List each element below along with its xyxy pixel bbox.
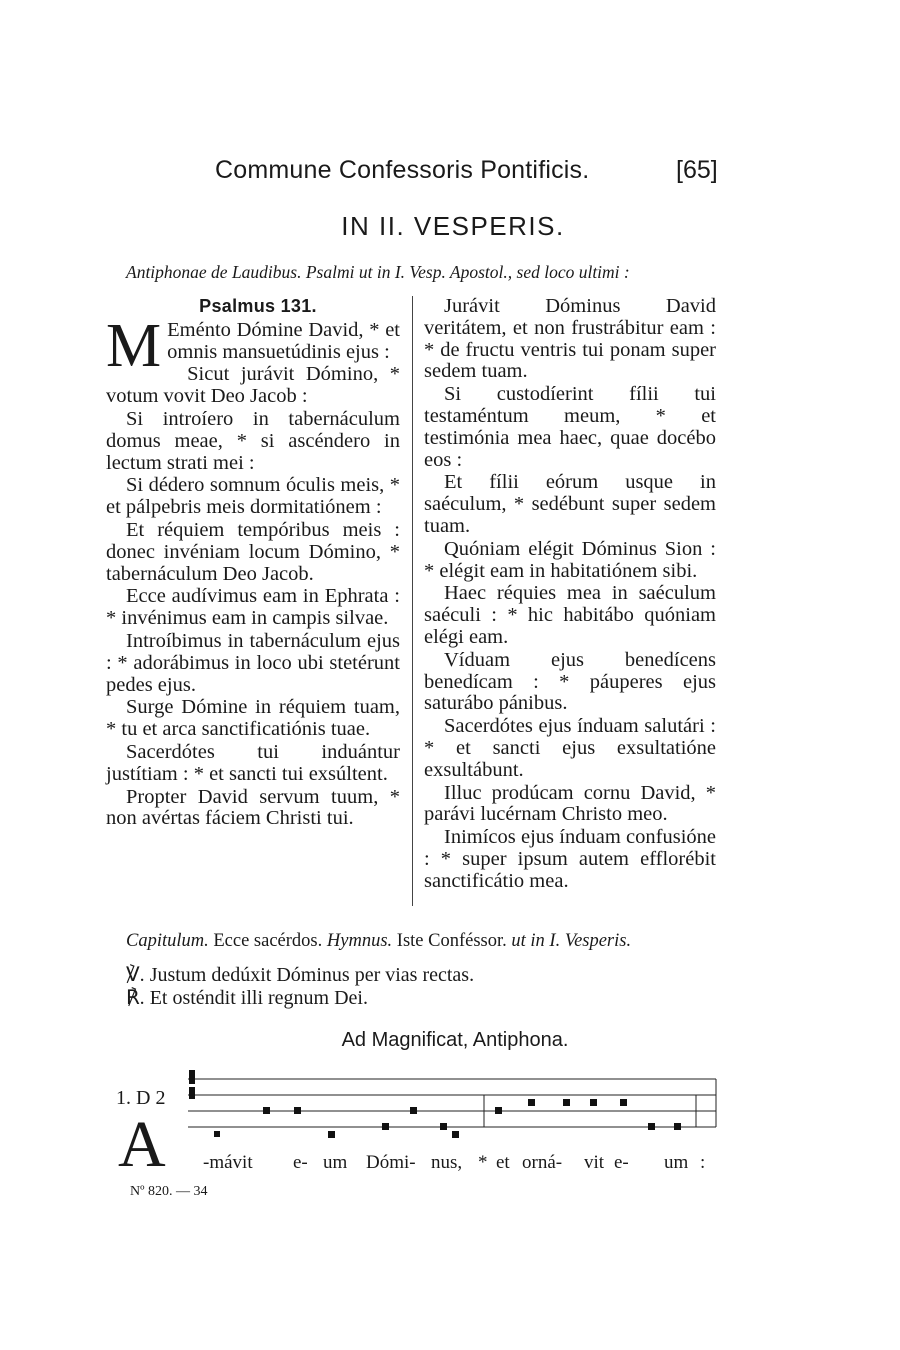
syllable: Dómi- xyxy=(366,1152,416,1173)
psalm-verse: Sicut jurávit Dómino, * votum vovit Deo Jacob : xyxy=(106,363,400,408)
psalm-verse: Si dédero somnum óculis meis, * et pálpebris meis dormitatiónem : xyxy=(106,474,400,519)
psalm-verse: Víduam ejus benedícens benedícam : * páuperes ejus saturábo pánibus. xyxy=(424,648,716,715)
antiphon-title: Ad Magnificat, Antiphona. xyxy=(341,1029,569,1051)
psalm-verse: Illuc prodúcam cornu David, * parávi lucérnam Christo meo. xyxy=(424,781,716,826)
clef xyxy=(189,1087,195,1099)
clef xyxy=(189,1070,195,1084)
neume xyxy=(648,1123,655,1130)
office-title: IN II. VESPERIS. xyxy=(341,211,565,241)
psalm-verse: Sacerdótes ejus índuam salutári : * et sancti ejus exsultatióne exsultábunt. xyxy=(424,715,716,781)
syllable: -mávit xyxy=(203,1152,253,1173)
psalm-verse: Sacerdótes tui induántur justítiam : * et sancti tui exsúltent. xyxy=(106,740,400,785)
chant-notes xyxy=(189,1070,681,1138)
syllable: : xyxy=(700,1152,706,1173)
rubric: Antiphonae de Laudibus. Psalmi ut in I. Vesp. Apostol., sed loco ultimi : xyxy=(126,262,630,282)
syllable: nus, xyxy=(431,1152,463,1173)
response-text: Et osténdit illi regnum Dei. xyxy=(149,987,368,1009)
syllable: orná- xyxy=(522,1152,563,1173)
page-footer: Nº 820. — 34 xyxy=(130,1184,208,1199)
hymn-text: Iste Conféssor. xyxy=(396,931,507,951)
psalm-verse: Haec réquies mea in saéculum saéculi : * hic habitábo quóniam elégi eam. xyxy=(424,582,716,648)
mode-label: 1. D 2 xyxy=(116,1087,166,1109)
verse-text: Eménto Dómine David, * et omnis mansuetúdinis ejus : xyxy=(167,318,400,363)
neume xyxy=(410,1107,417,1114)
syllable: um xyxy=(323,1152,348,1173)
capitulum-label: Capitulum. xyxy=(126,931,209,951)
syllable: e- xyxy=(614,1152,629,1173)
neume xyxy=(495,1107,502,1114)
syllable: e- xyxy=(293,1152,308,1173)
psalm-verse: Inimícos ejus índuam confusióne : * super ipsum autem efflorébit sanctificátio mea. xyxy=(424,826,716,892)
psalm-verse: Et fílii eórum usque in saéculum, * sedébunt super sedem tuam. xyxy=(424,471,716,537)
neume xyxy=(263,1107,270,1114)
psalm-verse: Ecce audívimus eam in Ephrata : * invénimus eam in campis silvae. xyxy=(106,585,400,630)
neume xyxy=(674,1123,681,1130)
antiphon-initial: A xyxy=(118,1108,166,1181)
psalm-verse: Propter David servum tuum, * non avértas fáciem Christi tui. xyxy=(106,785,400,830)
neume xyxy=(590,1099,597,1106)
capitulum-text: Ecce sacérdos. xyxy=(213,931,323,951)
neume xyxy=(440,1123,447,1130)
psalm-verse: Quóniam elégit Dóminus Sion : * elégit eam in habitatiónem sibi. xyxy=(424,537,716,582)
syllable: * xyxy=(478,1152,488,1173)
neume xyxy=(294,1107,301,1114)
psalm-heading: Psalmus 131. xyxy=(199,296,317,316)
syllable: vit xyxy=(584,1152,605,1173)
psalm-verse: Jurávit Dóminus David veritátem, et non frustrábitur eam : * de fructu ventris tui ponam super sedem tuam. xyxy=(424,295,716,383)
hymn-label: Hymnus. xyxy=(326,931,393,951)
psalm-verse: Si introíero in tabernáculum domus meae, * si ascéndero in lectum strati mei : xyxy=(106,407,400,474)
syllable: um xyxy=(664,1152,689,1173)
running-title: Commune Confessoris Pontificis. xyxy=(215,156,590,184)
psalm-verse: Si custodíerint fílii tui testaméntum meum, * et testimónia mea haec, quae docébo eos : xyxy=(424,383,716,471)
syllable: et xyxy=(496,1152,510,1173)
psalm-verse: Et réquiem tempóribus meis : donec invéniam locum Dómino, * tabernáculum Deo Jacob. xyxy=(106,518,400,585)
versicle-text: Justum dedúxit Dóminus per vias rectas. xyxy=(149,964,475,986)
drop-cap: M xyxy=(106,311,162,380)
neume xyxy=(620,1099,627,1106)
page-number: [65] xyxy=(676,156,718,184)
response-symbol: ℟. xyxy=(126,987,145,1009)
neume xyxy=(563,1099,570,1106)
neume xyxy=(328,1131,335,1138)
versicle-symbol: ℣. xyxy=(126,964,145,986)
psalm-verse: Introíbimus in tabernáculum ejus : * adorábimus in loco ubi stetérunt pedes ejus. xyxy=(106,629,400,696)
neume xyxy=(452,1131,459,1138)
neume xyxy=(382,1123,389,1130)
neume xyxy=(528,1099,535,1106)
neume xyxy=(214,1131,220,1137)
capitulum-reference: ut in I. Vesperis. xyxy=(511,931,632,951)
psalm-verse: Surge Dómine in réquiem tuam, * tu et arca sanctificatiónis tuae. xyxy=(106,696,400,741)
